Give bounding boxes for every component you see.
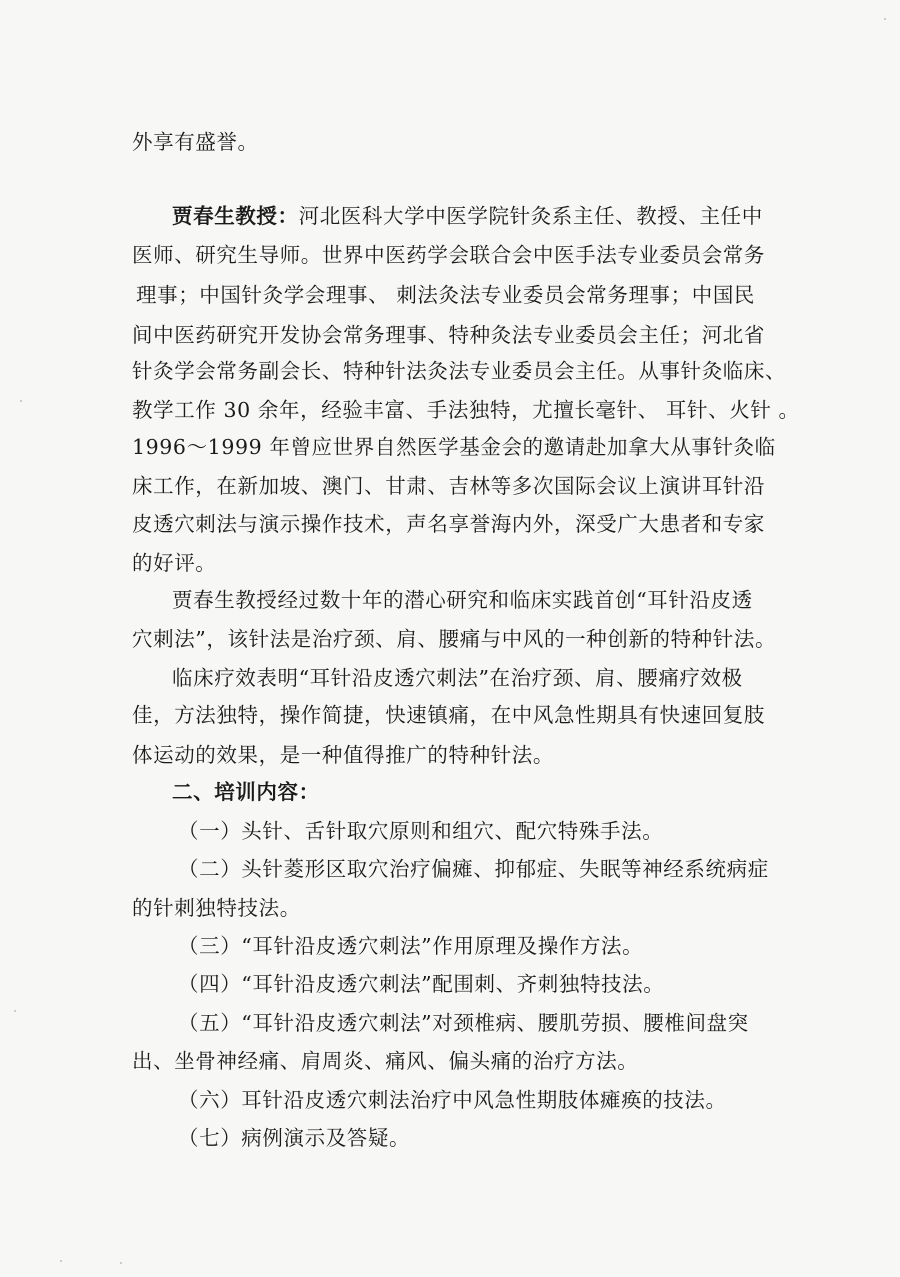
bio-line: 医师、研究生导师。世界中医药学会联合会中医手法专业委员会常务 [132,243,765,267]
bio-line: 的好评。 [132,551,217,575]
list-item-continuation: 的针刺独特技法。 [132,896,301,920]
scan-speck [60,1260,62,1262]
paragraph-line: 佳，方法独特，操作简捷，快速镇痛，在中风急性期具有快速回复肢 [132,703,765,727]
scan-speck [884,18,886,20]
bio-line: 皮透穴刺法与演示操作技术，声名享誉海内外，深受广大患者和专家 [132,512,765,536]
bio-line: 针灸学会常务副会长、特种针法灸法专业委员会主任。从事针灸临床、 [132,359,787,383]
paragraph-line: 临床疗效表明“耳针沿皮透穴刺法”在治疗颈、肩、腰痛疗效极 [172,666,743,690]
list-item: （六）耳针沿皮透穴刺法治疗中风急性期肢体瘫痪的技法。 [178,1088,727,1112]
bio-line: 理事；中国针灸学会理事、 刺法灸法专业委员会常务理事；中国民 [136,283,756,307]
bio-line: 床工作，在新加坡、澳门、甘肃、吉林等多次国际会议上演讲耳针沿 [132,474,765,498]
list-item-continuation: 出、坐骨神经痛、肩周炎、痛风、偏头痛的治疗方法。 [132,1049,639,1073]
list-item: （二）头针菱形区取穴治疗偏瘫、抑郁症、失眠等神经系统病症 [178,857,769,881]
paragraph-line: 体运动的效果，是一种值得推广的特种针法。 [132,743,554,767]
list-item: （三）“耳针沿皮透穴刺法”作用原理及操作方法。 [178,934,644,958]
bio-line: 教学工作 30 余年，经验丰富、手法独特，尤擅长毫针、 耳针、火针 。 [132,398,800,422]
list-item: （七）病例演示及答疑。 [178,1126,411,1150]
bio-first-line-text: 河北医科大学中医学院针灸系主任、教授、主任中 [298,204,763,228]
list-item: （五）“耳针沿皮透穴刺法”对颈椎病、腰肌劳损、腰椎间盘突 [178,1011,749,1035]
section-heading: 二、培训内容： [172,780,320,804]
bio-name-label: 贾春生教授： [172,204,299,228]
scan-speck [20,400,22,402]
scan-speck [120,1262,122,1264]
paragraph-line: 贾春生教授经过数十年的潜心研究和临床实践首创“耳针沿皮透 [172,588,753,612]
scan-speck [14,1010,16,1012]
bio-line: 间中医药研究开发协会常务理事、特种灸法专业委员会主任；河北省 [132,323,765,347]
paragraph-line: 穴刺法”，该针法是治疗颈、肩、腰痛与中风的一种创新的特种针法。 [132,627,777,651]
bio-first-line [172,201,763,231]
top-fragment: 外享有盛誉。 [132,130,259,154]
list-item: （一）头针、舌针取穴原则和组穴、配穴特殊手法。 [178,819,664,843]
list-item: （四）“耳针沿皮透穴刺法”配围刺、齐刺独特技法。 [178,972,665,996]
bio-line: 1996～1999 年曾应世界自然医学基金会的邀请赴加拿大从事针灸临 [132,435,776,459]
